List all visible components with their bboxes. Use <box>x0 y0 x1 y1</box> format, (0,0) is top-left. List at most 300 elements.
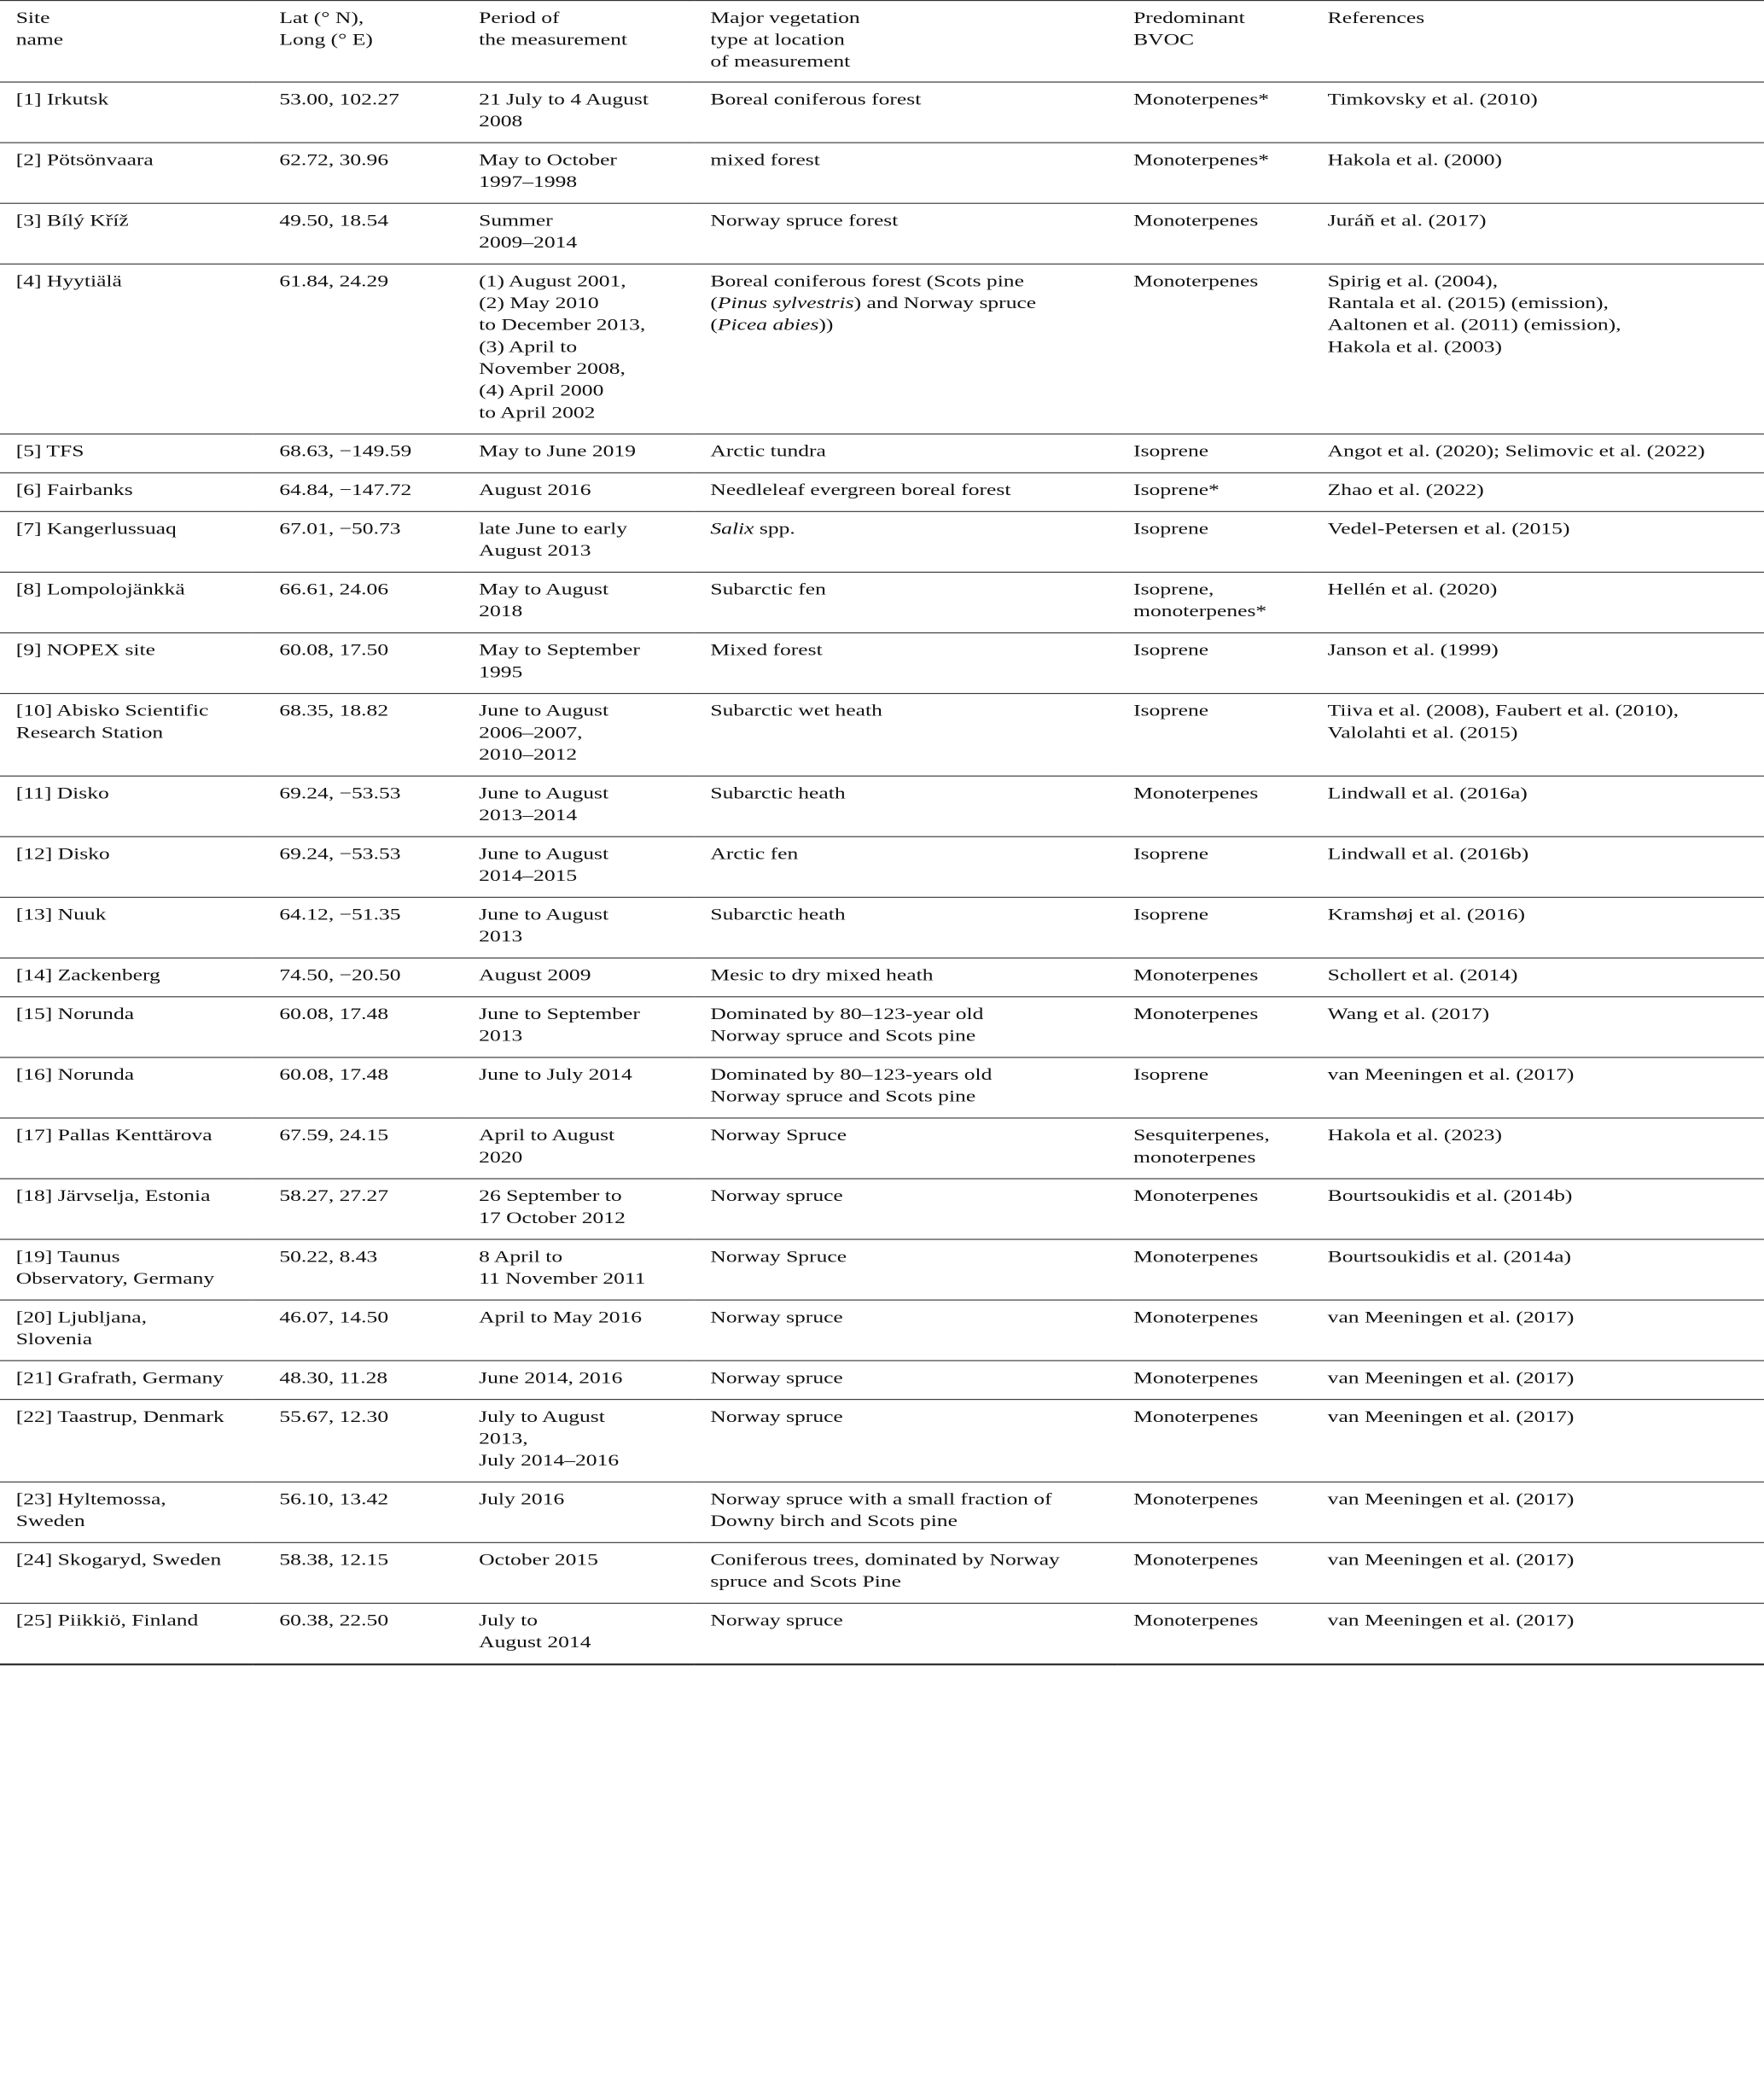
vegetation-cell-line <box>710 314 1109 336</box>
vegetation-cell-line <box>710 1610 1109 1632</box>
bvoc-cell-line: Monoterpenes <box>1133 1407 1259 1426</box>
lat-long-cell-line: 68.63, −149.59 <box>279 441 412 461</box>
column-lat-long-header <box>253 1 463 83</box>
references-cell <box>1312 1239 1764 1300</box>
period-cell-line: June to September <box>479 1004 640 1023</box>
bvoc-cell-line: Isoprene <box>1133 905 1209 924</box>
period-cell-line: to April 2002 <box>479 402 596 422</box>
vegetation-cell <box>695 473 1118 511</box>
period-cell-line: Summer <box>479 210 553 230</box>
bvoc-cell-line: Isoprene <box>1133 1064 1209 1084</box>
lat-long-cell-line: 74.50, −20.50 <box>279 965 401 985</box>
references-cell-line: Kramshøj et al. (2016) <box>1327 905 1525 924</box>
references-cell <box>1312 1179 1764 1239</box>
vegetation-cell-line <box>710 700 1109 722</box>
lat-long-cell <box>253 264 463 434</box>
vegetation-cell-line <box>710 1489 1109 1511</box>
period-cell <box>463 1300 694 1361</box>
period-cell <box>463 1482 694 1542</box>
lat-long-cell <box>253 1239 463 1300</box>
vegetation-cell <box>695 1361 1118 1399</box>
vegetation-cell-line <box>710 210 1109 232</box>
vegetation-text: ) and Norway spruce <box>853 293 1037 312</box>
lat-long-cell <box>253 1400 463 1483</box>
bvoc-cell-line: Isoprene <box>1133 640 1209 660</box>
vegetation-cell <box>695 1179 1118 1239</box>
vegetation-cell <box>695 632 1118 693</box>
lat-long-cell-line: 64.12, −51.35 <box>279 905 401 924</box>
vegetation-cell <box>695 836 1118 897</box>
site-name-cell-line: [4] Hyytiälä <box>15 271 122 291</box>
vegetation-text: Norway spruce and Scots pine <box>710 1087 976 1106</box>
vegetation-text: Norway spruce <box>710 1307 843 1326</box>
site-name-cell-line: [11] Disko <box>15 783 109 803</box>
references-cell-line: Tiiva et al. (2008), Faubert et al. (2010), <box>1327 701 1680 720</box>
period-cell-line: July 2016 <box>479 1489 565 1509</box>
lat-long-cell <box>253 1603 463 1664</box>
bvoc-cell <box>1117 1118 1312 1179</box>
bvoc-cell-line: Isoprene <box>1133 701 1209 720</box>
period-cell-line: May to August <box>479 580 609 599</box>
lat-long-cell <box>253 1179 463 1239</box>
references-cell <box>1312 473 1764 511</box>
period-cell <box>463 1118 694 1179</box>
table-header <box>0 1 1764 83</box>
site-name-cell-line: [10] Abisko Scientific <box>15 701 209 720</box>
period-cell-line: 2013 <box>479 926 523 946</box>
vegetation-text: spp. <box>754 519 795 539</box>
table-row <box>0 1300 1764 1361</box>
lat-long-cell <box>253 203 463 264</box>
bvoc-cell-line: Isoprene, <box>1133 580 1214 599</box>
site-name-cell <box>0 897 253 958</box>
site-name-cell <box>0 1603 253 1664</box>
bvoc-cell <box>1117 632 1312 693</box>
table-row <box>0 1542 1764 1603</box>
vegetation-cell-line <box>710 904 1109 926</box>
vegetation-cell <box>695 203 1118 264</box>
site-name-cell <box>0 1361 253 1399</box>
references-cell <box>1312 1542 1764 1603</box>
site-name-cell-line: [20] Ljubljana, <box>15 1307 147 1326</box>
site-name-cell-line: [21] Grafrath, Germany <box>15 1367 224 1388</box>
lat-long-cell-line: 58.27, 27.27 <box>279 1186 389 1205</box>
period-cell-line: 11 November 2011 <box>479 1268 646 1288</box>
period-cell <box>463 511 694 572</box>
period-cell-line: 2006–2007, <box>479 722 583 743</box>
period-cell-line: (2) May 2010 <box>479 293 599 312</box>
period-cell <box>463 836 694 897</box>
site-name-cell-line: [12] Disko <box>15 844 110 864</box>
period-cell-line: 2013–2014 <box>479 805 578 824</box>
vegetation-text: Dominated by 80–123-years old <box>710 1064 993 1084</box>
header-label-line: Major vegetation <box>710 8 860 27</box>
period-cell-line: 26 September to <box>479 1186 622 1205</box>
period-cell-line: 2020 <box>479 1147 523 1167</box>
vegetation-text: Subarctic heath <box>710 905 846 924</box>
table-row <box>0 958 1764 996</box>
vegetation-cell <box>695 1603 1118 1664</box>
lat-long-cell <box>253 776 463 836</box>
site-name-cell-line: [17] Pallas Kenttärova <box>15 1125 212 1145</box>
vegetation-cell <box>695 1482 1118 1542</box>
site-name-cell-line: [19] Taunus <box>15 1246 120 1266</box>
table-row <box>0 836 1764 897</box>
site-name-cell <box>0 1058 253 1118</box>
period-cell-line: 17 October 2012 <box>479 1208 626 1227</box>
table-row <box>0 897 1764 958</box>
references-cell <box>1312 694 1764 777</box>
site-name-cell-line: [8] Lompolojänkkä <box>15 580 185 599</box>
site-name-cell <box>0 572 253 632</box>
bvoc-cell <box>1117 434 1312 472</box>
table-row <box>0 1482 1764 1542</box>
vegetation-cell-line <box>710 1086 1109 1108</box>
site-name-cell-line: [16] Norunda <box>15 1064 135 1084</box>
period-cell-line: August 2013 <box>479 540 591 560</box>
vegetation-text: Mesic to dry mixed heath <box>710 965 934 985</box>
column-vegetation-header <box>695 1 1118 83</box>
references-cell-line: van Meeningen et al. (2017) <box>1327 1064 1575 1084</box>
vegetation-cell-line <box>710 1246 1109 1268</box>
table-row <box>0 694 1764 777</box>
bvoc-cell-line: Monoterpenes <box>1133 1004 1259 1023</box>
lat-long-cell-line: 60.08, 17.50 <box>279 640 389 660</box>
references-cell <box>1312 511 1764 572</box>
references-cell <box>1312 264 1764 434</box>
bvoc-cell <box>1117 1239 1312 1300</box>
bvoc-cell-line: Sesquiterpenes, <box>1133 1125 1270 1145</box>
vegetation-cell-line <box>710 1367 1109 1390</box>
period-cell <box>463 1400 694 1483</box>
references-cell-line: van Meeningen et al. (2017) <box>1327 1550 1575 1570</box>
references-cell-line: Wang et al. (2017) <box>1327 1004 1490 1023</box>
lat-long-cell <box>253 1118 463 1179</box>
vegetation-cell-line <box>710 89 1109 111</box>
period-cell-line: 2010–2012 <box>479 744 578 764</box>
site-name-cell-line: [3] Bílý Kříž <box>15 210 129 230</box>
bvoc-cell-line: Monoterpenes <box>1133 1307 1259 1326</box>
bvoc-cell <box>1117 1482 1312 1542</box>
vegetation-cell-line <box>710 964 1109 987</box>
column-period-header <box>463 1 694 83</box>
bvoc-cell-line: monoterpenes* <box>1133 601 1267 621</box>
site-name-cell-line: [9] NOPEX site <box>15 640 155 660</box>
site-name-cell <box>0 1482 253 1542</box>
lat-long-cell-line: 53.00, 102.27 <box>279 89 399 108</box>
vegetation-cell-line <box>710 271 1109 293</box>
vegetation-cell <box>695 264 1118 434</box>
vegetation-cell-line <box>710 518 1109 540</box>
bvoc-cell-line: Monoterpenes* <box>1133 89 1270 108</box>
bvoc-cell <box>1117 473 1312 511</box>
site-name-cell <box>0 264 253 434</box>
period-cell-line: August 2009 <box>479 965 591 985</box>
references-cell-line: van Meeningen et al. (2017) <box>1327 1489 1575 1509</box>
lat-long-cell <box>253 694 463 777</box>
vegetation-text: Mixed forest <box>710 640 823 660</box>
site-name-cell-line: Observatory, Germany <box>15 1268 215 1288</box>
references-cell-line: van Meeningen et al. (2017) <box>1327 1611 1575 1630</box>
lat-long-cell <box>253 997 463 1058</box>
period-cell-line: May to October <box>479 149 617 170</box>
references-cell <box>1312 434 1764 472</box>
lat-long-cell-line: 56.10, 13.42 <box>279 1489 389 1509</box>
period-cell-line: June to August <box>479 701 609 720</box>
column-references-header <box>1312 1 1764 83</box>
period-cell <box>463 434 694 472</box>
references-cell <box>1312 1118 1764 1179</box>
table-row <box>0 264 1764 434</box>
period-cell-line: October 2015 <box>479 1550 598 1570</box>
references-cell <box>1312 1300 1764 1361</box>
site-name-cell <box>0 836 253 897</box>
site-name-cell-line: Slovenia <box>15 1329 93 1349</box>
site-name-cell <box>0 473 253 511</box>
vegetation-text: Norway spruce and Scots pine <box>710 1026 976 1046</box>
references-cell-line: van Meeningen et al. (2017) <box>1327 1367 1575 1388</box>
period-cell-line: (1) August 2001, <box>479 271 626 291</box>
lat-long-cell-line: 64.84, −147.72 <box>279 480 412 499</box>
species-name: Picea abies <box>717 315 819 335</box>
vegetation-cell-line <box>710 1063 1109 1086</box>
table-row <box>0 1361 1764 1399</box>
header-label-line: Predominant <box>1133 8 1245 27</box>
references-cell <box>1312 203 1764 264</box>
bvoc-cell-line: Monoterpenes <box>1133 1246 1259 1266</box>
period-cell <box>463 997 694 1058</box>
vegetation-text: Downy birch and Scots pine <box>710 1511 958 1530</box>
period-cell <box>463 897 694 958</box>
site-name-cell-line: [14] Zackenberg <box>15 965 160 985</box>
vegetation-cell-line <box>710 1025 1109 1047</box>
lat-long-cell-line: 60.08, 17.48 <box>279 1004 389 1023</box>
bvoc-cell-line: Isoprene <box>1133 519 1209 539</box>
vegetation-text: Norway spruce <box>710 1407 843 1426</box>
site-name-cell <box>0 1118 253 1179</box>
references-cell-line: Janson et al. (1999) <box>1327 640 1499 660</box>
site-name-cell-line: [2] Pötsönvaara <box>15 149 154 170</box>
site-name-cell <box>0 1300 253 1361</box>
references-cell-line: Lindwall et al. (2016a) <box>1327 783 1528 803</box>
table-row <box>0 997 1764 1058</box>
lat-long-cell-line: 48.30, 11.28 <box>279 1367 388 1388</box>
references-cell-line: Zhao et al. (2022) <box>1327 480 1484 499</box>
site-name-cell-line: [24] Skogaryd, Sweden <box>15 1550 222 1570</box>
period-cell-line: May to June 2019 <box>479 441 636 461</box>
vegetation-text: Norway spruce <box>710 1367 843 1388</box>
bvoc-cell-line: Monoterpenes <box>1133 1611 1259 1630</box>
references-cell <box>1312 1400 1764 1483</box>
bvoc-cell <box>1117 1179 1312 1239</box>
period-cell <box>463 694 694 777</box>
vegetation-cell <box>695 694 1118 777</box>
period-cell-line: 21 July to 4 August <box>479 89 649 108</box>
vegetation-text: Norway spruce <box>710 1186 843 1205</box>
bvoc-cell <box>1117 776 1312 836</box>
vegetation-cell <box>695 1542 1118 1603</box>
references-cell <box>1312 836 1764 897</box>
bvoc-cell <box>1117 694 1312 777</box>
bvoc-cell <box>1117 1058 1312 1118</box>
bvoc-cell-line: Monoterpenes <box>1133 1489 1259 1509</box>
vegetation-cell-line <box>710 579 1109 601</box>
bvoc-cell-line: Monoterpenes <box>1133 1186 1259 1205</box>
period-cell-line: 2008 <box>479 111 523 131</box>
vegetation-text: Dominated by 80–123-year old <box>710 1004 984 1023</box>
references-cell <box>1312 143 1764 203</box>
period-cell <box>463 1239 694 1300</box>
lat-long-cell-line: 68.35, 18.82 <box>279 701 389 720</box>
lat-long-cell <box>253 572 463 632</box>
vegetation-cell <box>695 143 1118 203</box>
table-row <box>0 1179 1764 1239</box>
bvoc-cell <box>1117 958 1312 996</box>
period-cell <box>463 1179 694 1239</box>
table-row <box>0 776 1764 836</box>
period-cell-line: April to August <box>479 1125 615 1145</box>
references-cell-line: Timkovsky et al. (2010) <box>1327 89 1538 108</box>
vegetation-cell <box>695 1058 1118 1118</box>
references-cell <box>1312 997 1764 1058</box>
references-cell <box>1312 632 1764 693</box>
bvoc-cell-line: Monoterpenes <box>1133 965 1259 985</box>
lat-long-cell-line: 66.61, 24.06 <box>279 580 389 599</box>
vegetation-cell-line <box>710 149 1109 172</box>
bvoc-cell <box>1117 836 1312 897</box>
site-name-cell <box>0 958 253 996</box>
period-cell <box>463 1603 694 1664</box>
table-row <box>0 511 1764 572</box>
site-name-cell-line: [25] Piikkiö, Finland <box>15 1611 199 1630</box>
vegetation-text: Norway spruce with a small fraction of <box>710 1489 1052 1509</box>
period-cell-line: 8 April to <box>479 1246 563 1266</box>
period-cell <box>463 776 694 836</box>
bvoc-cell <box>1117 143 1312 203</box>
site-name-cell-line: [7] Kangerlussuaq <box>15 519 177 539</box>
period-cell <box>463 264 694 434</box>
references-cell-line: Hakola et al. (2000) <box>1327 149 1503 170</box>
period-cell <box>463 82 694 143</box>
period-cell <box>463 143 694 203</box>
lat-long-cell <box>253 958 463 996</box>
references-cell-line: Angot et al. (2020); Selimovic et al. (2022) <box>1327 441 1705 461</box>
site-name-cell <box>0 632 253 693</box>
header-label-line: BVOC <box>1133 29 1195 50</box>
period-cell-line: 2013 <box>479 1026 523 1046</box>
period-cell <box>463 1542 694 1603</box>
bvoc-cell <box>1117 1603 1312 1664</box>
period-cell-line: 1997–1998 <box>479 172 578 191</box>
bvoc-cell-line: Monoterpenes <box>1133 271 1259 291</box>
header-label-line: Lat (° N), <box>279 8 364 27</box>
vegetation-cell-line <box>710 1003 1109 1025</box>
bvoc-cell <box>1117 82 1312 143</box>
period-cell <box>463 203 694 264</box>
period-cell-line: 2013, <box>479 1428 528 1448</box>
period-cell-line: July to August <box>479 1407 605 1426</box>
bvoc-cell-line: Isoprene* <box>1133 480 1220 499</box>
vegetation-text: Norway Spruce <box>710 1125 847 1145</box>
site-name-cell <box>0 434 253 472</box>
header-label-line: name <box>15 29 64 50</box>
lat-long-cell-line: 67.01, −50.73 <box>279 519 401 539</box>
lat-long-cell <box>253 1482 463 1542</box>
period-cell-line: (4) April 2000 <box>479 381 604 400</box>
references-cell-line: Juráň et al. (2017) <box>1327 210 1487 230</box>
vegetation-cell-line <box>710 1125 1109 1147</box>
vegetation-cell-line <box>710 1549 1109 1571</box>
period-cell-line: July to <box>479 1611 539 1630</box>
vegetation-text: Boreal coniferous forest <box>710 89 922 108</box>
references-cell-line: van Meeningen et al. (2017) <box>1327 1307 1575 1326</box>
site-name-cell <box>0 1400 253 1483</box>
header-label-line: of measurement <box>710 51 851 71</box>
bvoc-cell-line: Isoprene <box>1133 441 1209 461</box>
period-cell-line: August 2014 <box>479 1632 591 1652</box>
bvoc-cell <box>1117 1300 1312 1361</box>
references-cell <box>1312 572 1764 632</box>
bvoc-cell <box>1117 897 1312 958</box>
vegetation-text: mixed forest <box>710 149 820 170</box>
site-name-cell-line: [15] Norunda <box>15 1004 135 1023</box>
site-name-cell-line: [6] Fairbanks <box>15 480 133 499</box>
header-row <box>0 1 1764 83</box>
lat-long-cell <box>253 632 463 693</box>
vegetation-cell-line <box>710 1406 1109 1428</box>
vegetation-cell-line <box>710 479 1109 501</box>
bvoc-cell <box>1117 203 1312 264</box>
vegetation-cell <box>695 897 1118 958</box>
header-label-line: Long (° E) <box>279 29 373 50</box>
references-cell-line: Spirig et al. (2004), <box>1327 271 1499 291</box>
bvoc-cell <box>1117 1542 1312 1603</box>
table-row <box>0 1058 1764 1118</box>
lat-long-cell-line: 62.72, 30.96 <box>279 149 389 170</box>
references-cell-line: Rantala et al. (2015) (emission), <box>1327 293 1609 312</box>
period-cell <box>463 958 694 996</box>
vegetation-text: Subarctic wet heath <box>710 701 882 720</box>
vegetation-cell <box>695 434 1118 472</box>
lat-long-cell <box>253 1361 463 1399</box>
table-row <box>0 572 1764 632</box>
period-cell-line: late June to early <box>479 519 627 539</box>
period-cell-line: August 2016 <box>479 480 591 499</box>
site-name-cell <box>0 1239 253 1300</box>
table-row <box>0 143 1764 203</box>
site-name-cell-line: [18] Järvselja, Estonia <box>15 1186 211 1205</box>
period-cell-line: November 2008, <box>479 358 626 378</box>
table-row <box>0 473 1764 511</box>
vegetation-cell <box>695 511 1118 572</box>
header-label-line: References <box>1327 8 1425 27</box>
header-label-line: type at location <box>710 29 845 50</box>
bvoc-cell-line: Monoterpenes <box>1133 783 1259 803</box>
lat-long-cell-line: 67.59, 24.15 <box>279 1125 389 1145</box>
vegetation-cell <box>695 776 1118 836</box>
bvoc-cell <box>1117 1400 1312 1483</box>
vegetation-cell-line <box>710 1307 1109 1329</box>
lat-long-cell-line: 58.38, 12.15 <box>279 1550 389 1570</box>
vegetation-cell <box>695 82 1118 143</box>
period-cell-line: (3) April to <box>479 336 578 357</box>
vegetation-text: )) <box>818 315 834 335</box>
vegetation-text: Subarctic fen <box>710 580 826 599</box>
period-cell-line: June to August <box>479 844 609 864</box>
table-row <box>0 203 1764 264</box>
references-cell-line: Hellén et al. (2020) <box>1327 580 1498 599</box>
vegetation-text: Norway spruce forest <box>710 210 899 230</box>
